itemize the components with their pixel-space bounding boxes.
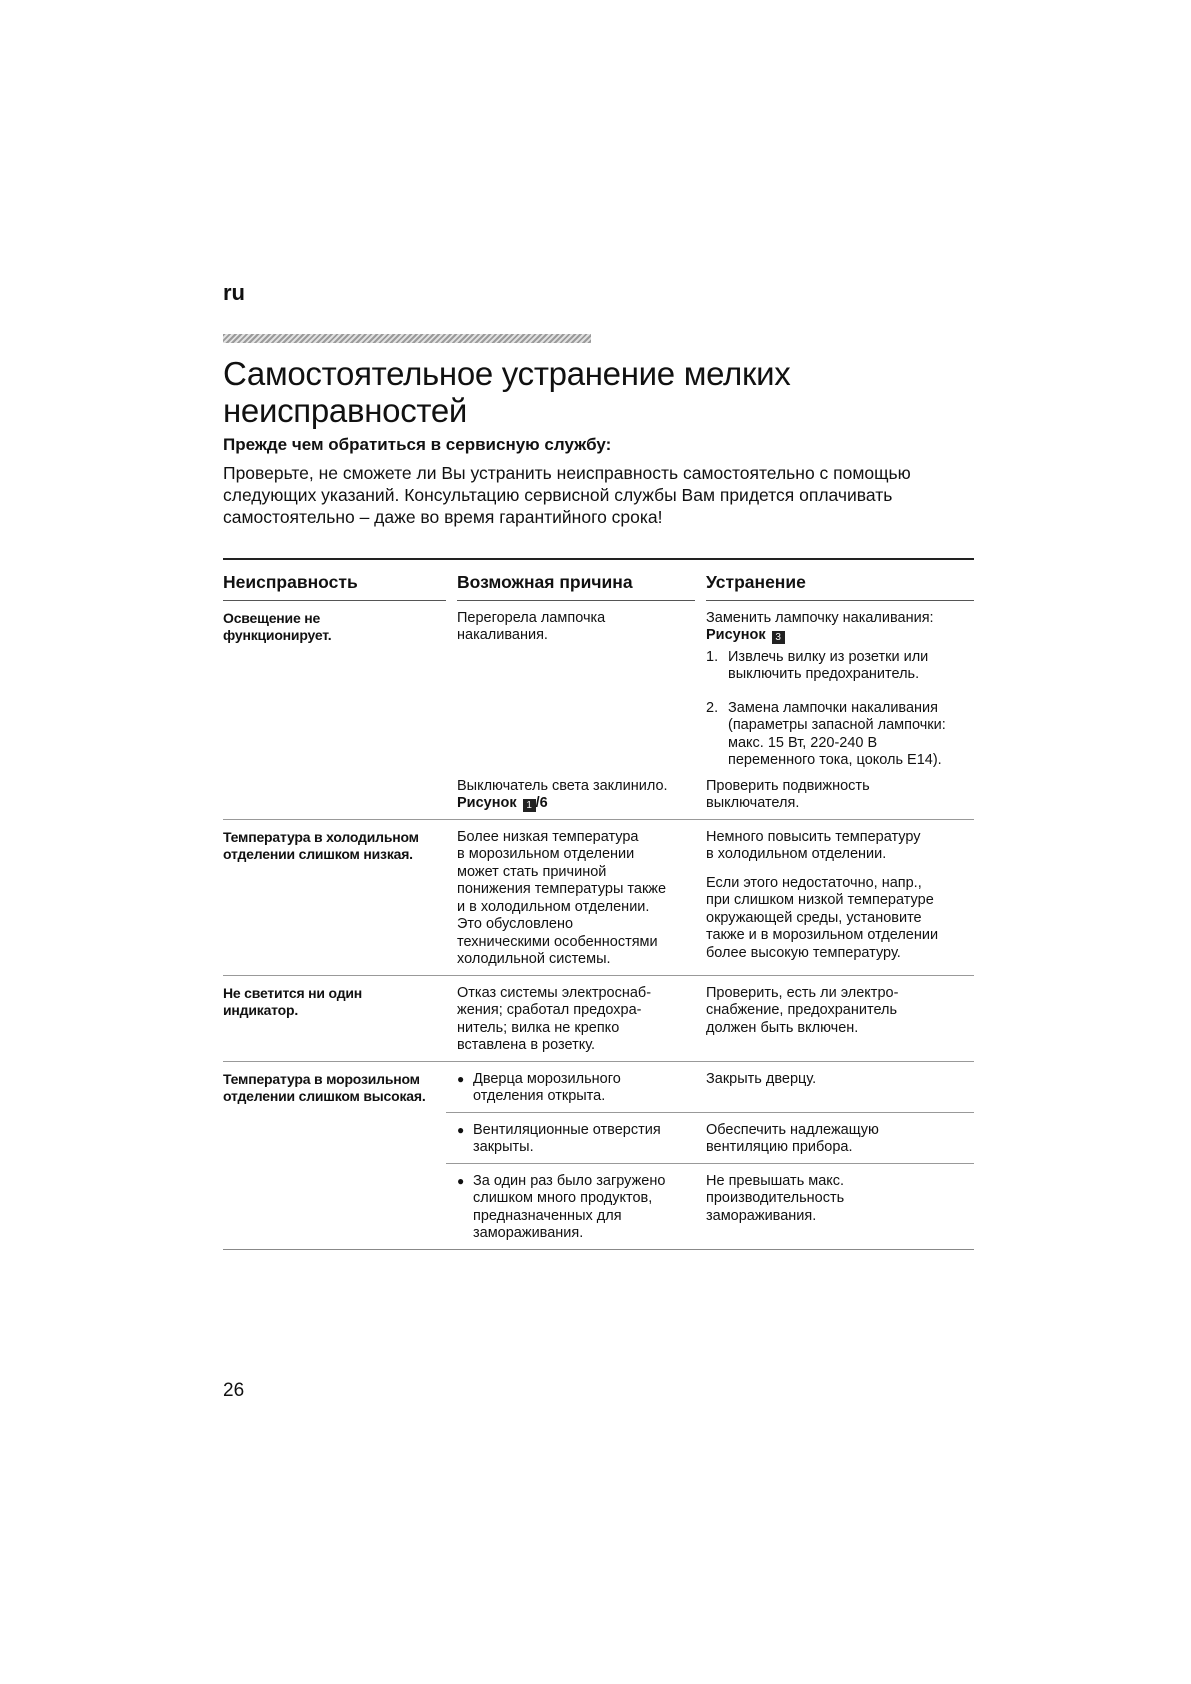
step-text: выключить предохранитель. bbox=[728, 666, 920, 682]
fault-text: Освещение не bbox=[223, 609, 321, 626]
table-row bbox=[223, 820, 974, 976]
table-row bbox=[223, 601, 974, 820]
cause-cell bbox=[446, 1062, 695, 1112]
table-row bbox=[223, 976, 974, 1062]
section-hatch-bar bbox=[223, 334, 591, 343]
table-row bbox=[223, 1062, 974, 1250]
fault-text: индикатор. bbox=[223, 1002, 299, 1018]
fault-cell bbox=[223, 1062, 446, 1249]
cause-cell bbox=[446, 1164, 695, 1249]
remedy-text: выключателя. bbox=[706, 795, 800, 811]
bullet-icon: ● bbox=[457, 1173, 465, 1188]
intro-line: следующих указаний. Консультацию сервисной службы Вам придется оплачивать bbox=[223, 485, 893, 505]
fault-cell bbox=[223, 601, 446, 819]
remedy-cell bbox=[695, 1113, 974, 1163]
bullet-item bbox=[457, 1122, 689, 1157]
table-header-row bbox=[223, 560, 974, 601]
cause-text: Это обусловлено bbox=[457, 916, 574, 932]
fault-text: функционирует. bbox=[223, 627, 332, 643]
fault-text: Не светится ни один bbox=[223, 984, 363, 1001]
step-number: 1. bbox=[706, 648, 719, 665]
cause-text: жения; сработал предохра- bbox=[457, 1002, 642, 1018]
step-text: макс. 15 Вт, 220-240 В bbox=[728, 734, 878, 751]
intro-line: Проверьте, не сможете ли Вы устранить неисправность самостоятельно с помощью bbox=[223, 463, 911, 483]
remedy-text: вентиляцию прибора. bbox=[706, 1139, 853, 1155]
cause-text: вставлена в розетку. bbox=[457, 1037, 596, 1053]
page-number: 26 bbox=[223, 1380, 245, 1401]
title-line: Самостоятельное устранение мелких bbox=[223, 355, 791, 392]
fault-text: отделении слишком высокая. bbox=[223, 1088, 426, 1104]
cause-text: закрыты. bbox=[473, 1139, 534, 1155]
remedy-text: при слишком низкой температуре bbox=[706, 892, 934, 908]
cause-remedy-group bbox=[446, 1062, 974, 1249]
step-text: переменного тока, цоколь Е14). bbox=[728, 752, 942, 768]
sub-row bbox=[446, 1163, 974, 1249]
sub-row bbox=[446, 601, 974, 776]
step-text: Замена лампочки накаливания bbox=[728, 699, 938, 716]
cause-text: накаливания. bbox=[457, 627, 548, 643]
remedy-text: более высокую температуру. bbox=[706, 944, 901, 961]
cause-text: Более низкая температура bbox=[457, 828, 639, 845]
section-subtitle: Прежде чем обратиться в сервисную службу: bbox=[223, 435, 612, 454]
remedy-text: производительность bbox=[706, 1190, 845, 1206]
remedy-text: Закрыть дверцу. bbox=[706, 1070, 817, 1087]
fault-text: отделении слишком низкая. bbox=[223, 846, 413, 862]
cause-text: слишком много продуктов, bbox=[473, 1190, 653, 1206]
header-remedy: Устранение bbox=[706, 560, 974, 601]
step-item bbox=[706, 700, 974, 770]
remedy-text: окружающей среды, установите bbox=[706, 909, 922, 926]
title-line: неисправностей bbox=[223, 392, 468, 429]
figure-reference bbox=[457, 795, 689, 813]
remedy-text: Обеспечить надлежащую bbox=[706, 1121, 879, 1138]
cause-text: Дверца морозильного bbox=[473, 1070, 621, 1087]
intro-paragraph bbox=[223, 462, 983, 528]
cause-text: Отказ системы электроснаб- bbox=[457, 984, 652, 1001]
remedy-text: замораживания. bbox=[706, 1207, 817, 1224]
remedy-cell bbox=[695, 1062, 974, 1112]
fault-cell bbox=[223, 976, 446, 1061]
step-text: Извлечь вилку из розетки или bbox=[728, 648, 929, 665]
figure-number-badge: 1 bbox=[523, 799, 536, 812]
cause-text: Перегорела лампочка bbox=[457, 609, 606, 626]
cause-cell bbox=[446, 1113, 695, 1163]
sub-row bbox=[446, 1062, 974, 1112]
remedy-text: Проверить подвижность bbox=[706, 777, 870, 794]
sub-row bbox=[446, 776, 974, 819]
cause-text: предназначенных для bbox=[473, 1207, 622, 1224]
figure-suffix: /6 bbox=[535, 795, 548, 811]
figure-label: Рисунок bbox=[457, 795, 517, 811]
remedy-text: также и в морозильном отделении bbox=[706, 927, 939, 943]
cause-text: может стать причиной bbox=[457, 863, 607, 880]
cause-cell bbox=[446, 976, 695, 1061]
cause-text: Вентиляционные отверстия bbox=[473, 1121, 661, 1138]
remedy-text: снабжение, предохранитель bbox=[706, 1002, 898, 1018]
remedy-cell bbox=[695, 976, 974, 1061]
cause-text: нитель; вилка не крепко bbox=[457, 1019, 620, 1036]
cause-text: в морозильном отделении bbox=[457, 846, 635, 862]
remedy-cell bbox=[695, 601, 974, 776]
sub-row bbox=[446, 1112, 974, 1163]
cause-cell bbox=[446, 601, 695, 776]
header-cause: Возможная причина bbox=[457, 560, 695, 601]
bullet-icon: ● bbox=[457, 1122, 465, 1137]
remedy-text: Не превышать макс. bbox=[706, 1172, 845, 1189]
remedy-text: Заменить лампочку накаливания: bbox=[706, 609, 934, 626]
fault-text: Температура в холодильном bbox=[223, 828, 419, 845]
remedy-text: Проверить, есть ли электро- bbox=[706, 984, 899, 1001]
page-title bbox=[223, 355, 963, 429]
step-text: (параметры запасной лампочки: bbox=[728, 717, 946, 733]
remedy-text: должен быть включен. bbox=[706, 1019, 859, 1036]
intro-line: самостоятельно – даже во время гарантийного срока! bbox=[223, 507, 663, 527]
cause-text: техническими особенностями bbox=[457, 933, 658, 950]
bullet-item bbox=[457, 1071, 689, 1106]
cause-text: понижения температуры также bbox=[457, 881, 667, 897]
remedy-cell bbox=[695, 1164, 974, 1249]
fault-cell bbox=[223, 820, 446, 975]
cause-cell bbox=[446, 776, 695, 819]
figure-reference bbox=[706, 627, 974, 645]
remedy-text: в холодильном отделении. bbox=[706, 846, 887, 862]
cause-text: отделения открыта. bbox=[473, 1088, 606, 1104]
cause-text: За один раз было загружено bbox=[473, 1172, 666, 1189]
header-fault: Неисправность bbox=[223, 560, 446, 601]
troubleshooting-table bbox=[223, 558, 974, 1250]
fault-text: Температура в морозильном bbox=[223, 1070, 420, 1087]
figure-label: Рисунок bbox=[706, 627, 766, 643]
cause-text: Выключатель света заклинило. bbox=[457, 777, 668, 794]
cause-text: замораживания. bbox=[473, 1225, 584, 1241]
remedy-cell bbox=[695, 776, 974, 819]
remedy-text: Немного повысить температуру bbox=[706, 828, 921, 845]
step-number: 2. bbox=[706, 699, 719, 716]
remedy-cell bbox=[695, 820, 974, 975]
language-code: ru bbox=[223, 280, 245, 305]
figure-number-badge: 3 bbox=[772, 631, 785, 644]
bullet-icon: ● bbox=[457, 1071, 465, 1086]
cause-text: и в холодильном отделении. bbox=[457, 898, 650, 915]
cause-cell bbox=[446, 820, 695, 975]
remedy-text: Если этого недостаточно, напр., bbox=[706, 874, 922, 891]
cause-remedy-group bbox=[446, 601, 974, 819]
step-item bbox=[706, 649, 974, 684]
bullet-item bbox=[457, 1173, 689, 1243]
cause-text: холодильной системы. bbox=[457, 951, 611, 967]
